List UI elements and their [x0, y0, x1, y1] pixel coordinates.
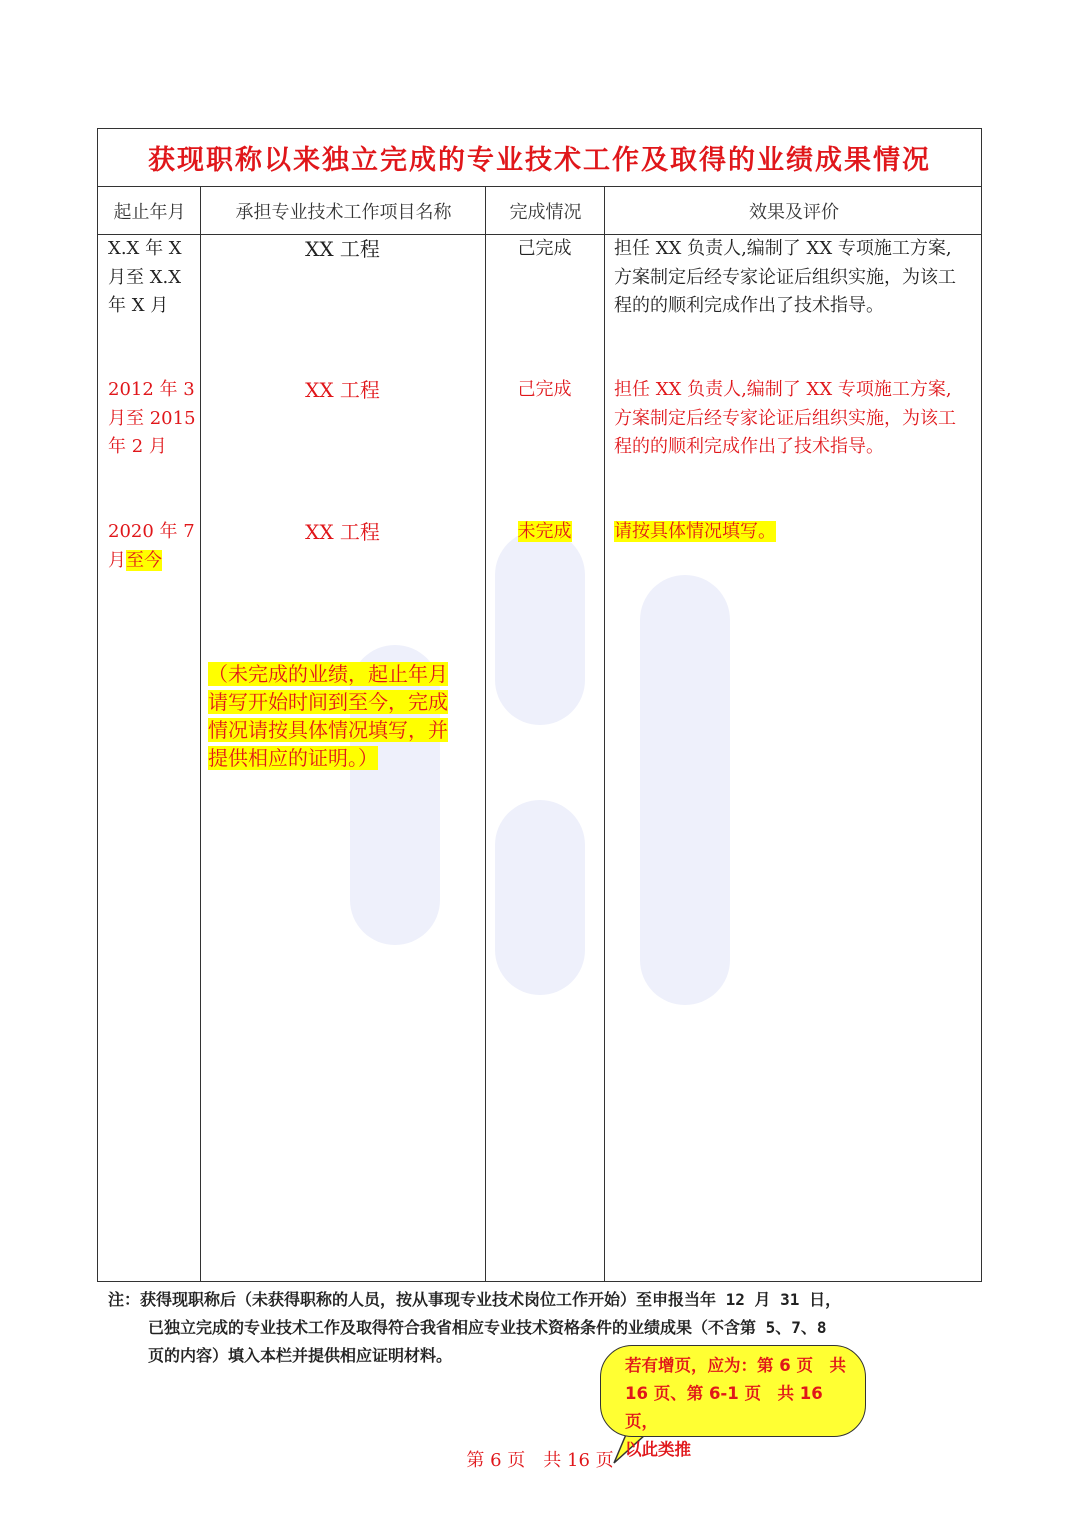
column-header-period: 起止年月 — [113, 202, 186, 223]
table-row-1-status: 己完成 — [517, 238, 572, 259]
table-row-1-period: X.X 年 X 月至 X.X 年 X 月 — [108, 238, 182, 316]
footnote: 注：获得现职称后（未获得职称的人员，按从事现专业技术岗位工作开始）至申报当年 12 月 31 日， 已独立完成的专业技术工作及取得符合我省相应专业技术资格条件的业绩成果（不含第 5、7、8 页的内容）填入本栏并提供相应证明材料。 — [108, 1290, 842, 1365]
highlight-text: 至今 — [126, 549, 162, 571]
table-row-3-period: 2020 年 7 月至今 — [108, 521, 195, 571]
instruction-note: （未完成的业绩，起止年月 请写开始时间到至今，完成 情况请按具体情况填写，并 提供相应的证明。） — [208, 662, 448, 770]
table-header — [98, 187, 981, 235]
table-row-1-evaluation: 担任 XX 负责人,编制了 XX 专项施工方案, 方案制定后经专家论证后组织实施，为该工 程的的顺利完成作出了技术指导。 — [614, 238, 956, 316]
table-row-2-project: XX 工程 — [305, 378, 380, 402]
table-row-2-status: 己完成 — [517, 379, 572, 400]
column-header-status: 完成情况 — [509, 202, 582, 223]
callout-bubble: 若有增页，应为：第 6 页 共 16 页、第 6-1 页 共 16 页， 以此类推 — [600, 1345, 866, 1437]
table-row-1-project: XX 工程 — [305, 237, 380, 261]
table-row-2-period: 2012 年 3 月至 2015 年 2 月 — [108, 379, 196, 457]
table-row-3-evaluation: 请按具体情况填写。 — [614, 521, 776, 542]
column-divider — [200, 187, 201, 1281]
column-header-evaluation: 效果及评价 — [749, 202, 839, 223]
column-divider — [604, 187, 605, 1281]
column-divider — [485, 187, 486, 1281]
table-title: 获现职称以来独立完成的专业技术工作及取得的业绩成果情况 — [98, 129, 981, 187]
table-row-2-evaluation: 担任 XX 负责人,编制了 XX 专项施工方案, 方案制定后经专家论证后组织实施，为该工 程的的顺利完成作出了技术指导。 — [614, 379, 956, 457]
column-header-project: 承担专业技术工作项目名称 — [235, 202, 452, 223]
table-row-3-project: XX 工程 — [305, 520, 380, 544]
page-number: 第 6 页 共 16 页 — [466, 1450, 614, 1471]
table-row-3-status: 未完成 — [517, 521, 572, 542]
